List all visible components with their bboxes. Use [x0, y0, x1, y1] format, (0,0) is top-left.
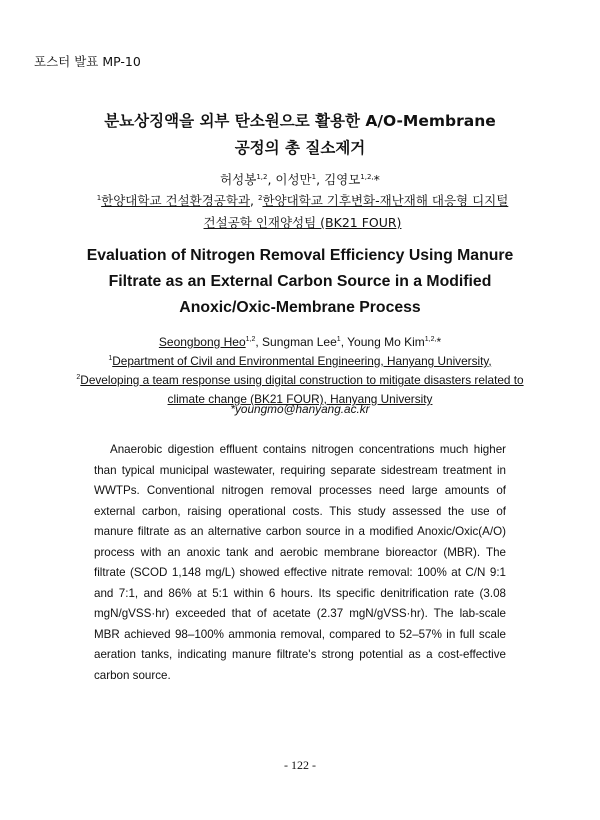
author-sup: 1 [336, 336, 341, 343]
korean-title-line-1: 분뇨상징액을 외부 탄소원으로 활용한 A/O-Membrane [104, 112, 496, 130]
korean-author: 허성봉 [220, 172, 257, 187]
english-affiliation-1-line [70, 352, 530, 371]
affil-separator: , [250, 193, 258, 208]
author-separator: , [316, 172, 325, 187]
korean-author-sup: 1,2 [256, 172, 268, 181]
korean-title [60, 108, 540, 162]
korean-title-line-2: 공정의 총 질소제거 [234, 139, 366, 157]
english-authors: Seongbong Heo$^{1,2}$, Sungman Lee$^1$, Young Mo Kim$^{1,2,}$* [158, 335, 442, 349]
english-title-line-3: Anoxic/Oxic-Membrane Process [179, 299, 421, 316]
corresponding-mark: * [436, 335, 442, 349]
affil-sup: 2 [257, 193, 263, 202]
corresponding-mark: * [373, 172, 380, 187]
english-title [70, 243, 530, 321]
korean-authors [60, 170, 540, 190]
korean-affiliations [95, 190, 510, 234]
english-author-1: Seongbong Heo [158, 335, 246, 349]
english-title-line-2: Filtrate as an External Carbon Source in a Modified [108, 273, 492, 290]
korean-author: 김영모 [324, 172, 361, 187]
abstract-paragraph: Anaerobic digestion effluent contains nitrogen concentrations much higher than typical municipal wastewater, requiring separate sidestream treatment in WWTPs. Conventional nitrogen removal processes need large amounts of external carbon, raising operational costs. This study assessed the use of manure filtrate as an alternative carbon source in a modified Anoxic/Oxic(A/O) process with an anoxic tank and aerobic membrane bioreactor (MBR). The filtrate (SCOD 1,148 mg/L) showed effective nitrate removal: 100% at C/N 9:1 and 7:1, and 86% at 5:1 within 6 hours. Its specific denitrification rate (3.08 mgN/gVSS·hr) exceeded that of acetate (2.37 mgN/gVSS·hr). The lab-scale MBR achieved 98–100% ammonia removal, compared to 52–57% in full scale aeration tanks, indicating manure filtrate's strong potential as a cost-effective carbon source. [94, 443, 506, 682]
english-author-3: Young Mo Kim [347, 335, 425, 349]
affil-sup: 2 [76, 374, 81, 382]
korean-author: 이성만 [275, 172, 312, 187]
page-number: - 122 - [284, 758, 316, 772]
korean-affiliation-2: 한양대학교 기후변화-재난재해 대응형 디지털 건설공학 인재양성팀 (BK21 FOUR) [203, 193, 509, 230]
affil-sup: 1 [108, 355, 113, 363]
author-sup: 1,2 [245, 336, 256, 343]
author-sup: 1,2, [424, 336, 437, 343]
author-separator: , [267, 172, 276, 187]
corresponding-email: *youngmo@hanyang.ac.kr [230, 402, 370, 416]
english-affiliation-2: Developing a team response using digital construction to mitigate disasters related to climate change (BK21 FOUR), Hanyang University [80, 373, 524, 406]
english-affiliation-1: Department of Civil and Environmental Engineering, Hanyang University, [112, 354, 492, 368]
session-label: 포스터 발표 MP-10 [34, 54, 141, 69]
korean-author-sup: 1 [311, 172, 317, 181]
korean-affiliation-1: 한양대학교 건설환경공학과 [101, 193, 251, 208]
affil-sup: 1 [96, 193, 102, 202]
english-title-line-1: Evaluation of Nitrogen Removal Efficiency Using Manure [86, 247, 514, 264]
english-affiliations [70, 352, 530, 409]
english-author-2: Sungman Lee [262, 335, 337, 349]
korean-author-sup: 1,2, [360, 172, 374, 181]
